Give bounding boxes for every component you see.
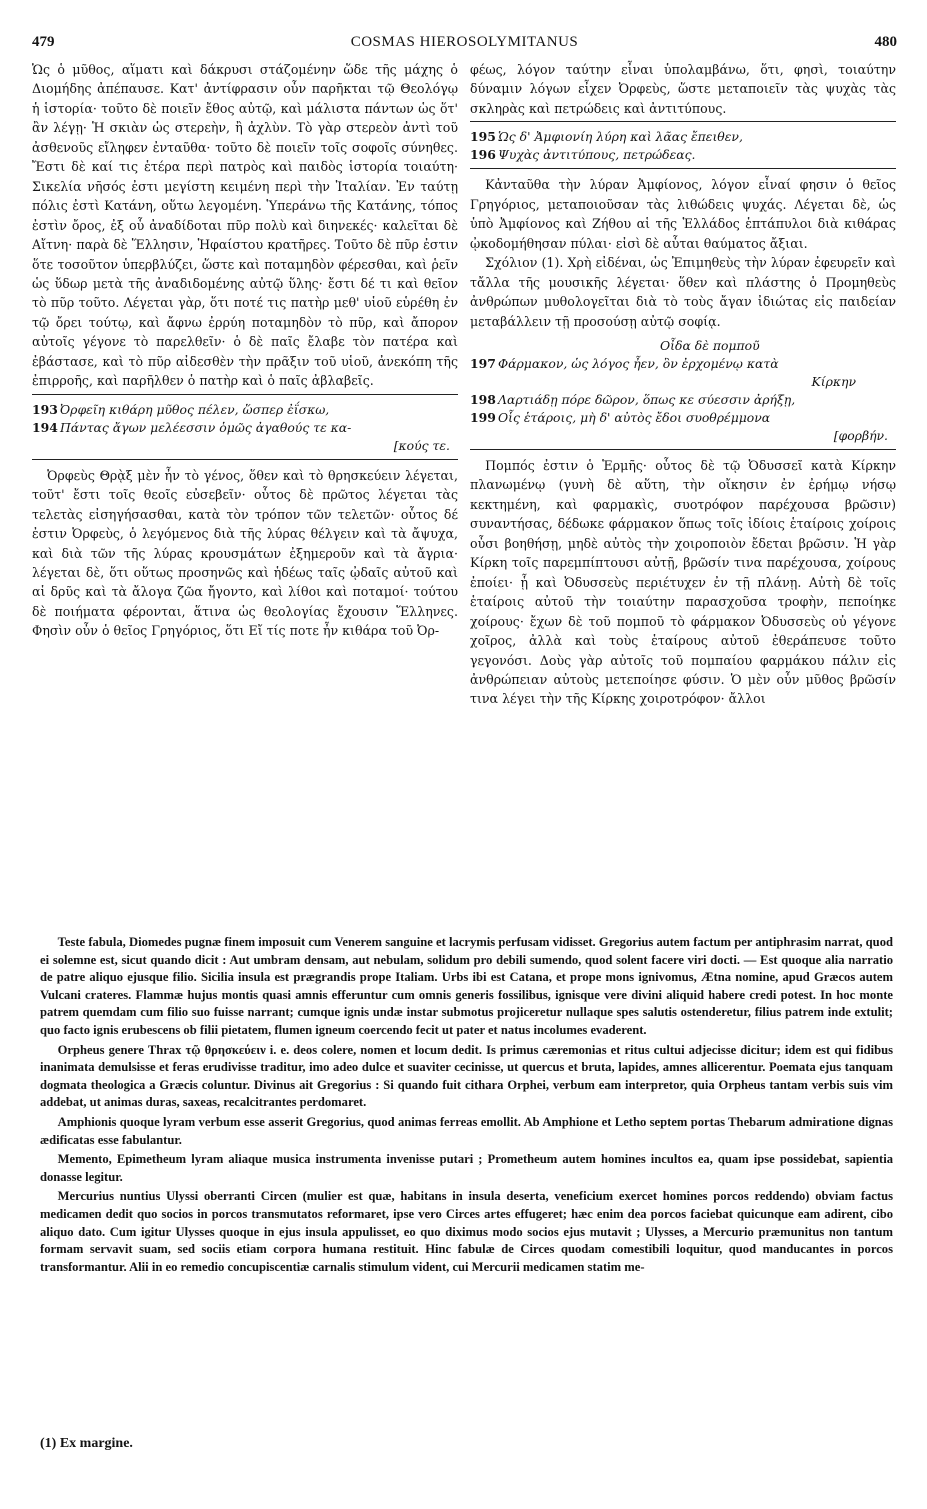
verse-text: Πάντας ἄγων μελέεσσιν ὁμῶς ἀγαθούς τε κα- (60, 419, 352, 435)
verse-continuation: [φορβήν. (833, 427, 888, 443)
verse-block (470, 128, 896, 164)
latin-paragraph: Memento, Epimetheum lyram aliaque musica instrumenta invenisse putari ; Prometheum autem homines incultos ea, quam ipse possidebat, sapientia donasse legitur. (40, 1152, 893, 1184)
latin-paragraph: Amphionis quoque lyram verbum esse asserit Gregorius, quod animas ferreas emollit. Ab Amphione et Letho septem portas Thebarum admiratione dignas ædificatas esse fabulantur. (40, 1114, 893, 1147)
running-header (32, 34, 897, 58)
verse-line (470, 355, 896, 373)
footnote: (1) Ex margine. (40, 1436, 133, 1451)
latin-translation (40, 934, 893, 1278)
verse-text: Οἷς ἑτάροις, μὴ δ' αὐτὸς ἔδοι συοθρέμμονα (498, 409, 771, 425)
divider (32, 459, 458, 460)
verse-line (470, 409, 896, 427)
verse-number: 197 (470, 355, 496, 371)
divider (32, 394, 458, 395)
verse-text: Λαρτιάδῃ πόρε δῶρον, ὅπως κε σύεσσιν ἀρήξῃ, (498, 391, 796, 407)
verse-line (470, 373, 896, 391)
verse-number: 196 (470, 147, 496, 163)
verse-line (32, 419, 458, 437)
right-column (470, 60, 896, 709)
page-number-left: 479 (32, 34, 55, 50)
verse-text: Ὡς δ' Ἀμφιονίη λύρη καὶ λᾶας ἔπειθεν, (498, 129, 743, 145)
verse-number: 193 (32, 401, 58, 417)
greek-paragraph: Πομπός ἐστιν ὁ Ἑρμῆς· οὗτος δὲ τῷ Ὀδυσσεῖ κατὰ Κίρκην πλανωμένῳ (γυνὴ δὲ αὕτη, τὴν οἴκησιν ἐν ἐρήμῳ νήσῳ κεκτημένη, καὶ φαρμακὶς, συοτρόφον παρέχουσα βρῶσιν) συναντήσας, δέδωκε φάρμακον ὅπως τοῖς ἰδίοις ἑταίροις χοίροις οὖσι βοηθήσῃ, μηδὲ αὐτὸς τὴν χοιροποιὸν ἔδεται βρῶσιν. Ἡ γὰρ Κίρκη τοῖς παρεμπίπτουσι αὐτῇ, βρῶσίν τινα παρέχουσα, χοίρους ἐποίει· ᾗ καὶ Ὀδυσσεὺς περιέτυχεν ἐν τῇ πλάνῃ. Αὐτὴ δὲ τοῖς ἑταίροις αὐτοῦ τὴν τοιαύτην παρασχοῦσα τροφὴν, πεποίηκε χοίρους· ἔχων δὲ τοῦ πομποῦ τὸ φάρμακον Ὀδυσσεὺς οὐ γέγονε χοῖρος, ἀλλὰ καὶ τοὺς ἑταίρους αὐτοῦ ἐθεράπευσε τοῦτο γεγονόσι. Δοὺς γὰρ αὐτοῖς τοῦ πομπαίου φαρμάκου πάλιν εἰς ἀνθρώπειαν αὐτοὺς μετεποίησε φύσιν. Ὁ μὲν οὖν μῦθος βρῶσίν τινα λέγει τὴν τῆς Κίρκης χοιροτρόφον· ἄλλοι (470, 457, 896, 707)
scholion-paragraph: Σχόλιον (1). Χρὴ εἰδέναι, ὡς Ἐπιμηθεὺς τὴν λύραν ἐφευρεῖν καὶ τἄλλα τῆς μουσικῆς λέγεται· ὅθεν καὶ πλάστης ὁ Προμηθεὺς ἀνθρώπων μυθολογεῖται διὰ τὸ τοὺς ἄγαν ἰδιώτας εἰς παιδείαν μεταβάλλειν τῇ προσούσῃ αὐτῷ σοφίᾳ. (470, 255, 896, 329)
verse-number: 194 (32, 419, 58, 435)
verse-line (32, 401, 458, 419)
divider (470, 121, 896, 122)
greek-paragraph: φέως, λόγον ταύτην εἶναι ὑπολαμβάνω, ὅτι, φησὶ, τοιαύτην δύναμιν λόγων εἶχεν Ὀρφεὺς, ὥστε μεταποιεῖν τὰς ψυχὰς τὰς σκληρὰς καὶ πετρώδεις καὶ ἀντιτύπους. (470, 62, 896, 116)
greek-paragraph: Ὀρφεὺς Θρᾲξ μὲν ἦν τὸ γένος, ὅθεν καὶ τὸ θρησκεύειν λέγεται, τοῦτ' ἔστι τοῖς θεοῖς εὐσεβεῖν· οὗτος δὲ πρῶτος λέγεται τὰς τελετὰς εἰσηγήσασθαι, κατὰ τὸν τρόπον τῶν τελετῶν· οὗτος δέ ἐστιν Ὀρφεὺς, ὁ λεγόμενος διὰ τῆς λύρας θέλγειν καὶ τὰ ἄψυχα, καὶ διὰ τῶν τῆς λύρας κρουσμάτων ἐξημεροῦν καὶ τὰ ἄγρια· λέγεται δὲ, ὅτι οὕτως προσηνῶς καὶ ἡδέως ταῖς ᾠδαῖς αὐτοῦ καὶ αἱ δρῦς καὶ τὰ ἄλογα ζῶα ἤγοντο, καὶ λίθοι καὶ ποταμοί· τούτου δὲ ποιήματα φέρονται, ἅτινα ὡς θεολογίας ἔχουσιν Ἕλληνες. Φησὶν οὖν ὁ θεῖος Γρηγόριος, ὅτι Εἴ τίς ποτε ἦν κιθάρα τοῦ Ὀρ- (32, 467, 458, 639)
latin-paragraph: Mercurius nuntius Ulyssi oberranti Circen (mulier est quæ, habitans in insula deserta, veneficium exercet homines porcos reddendo) obviam factus medicamen dedit quo socios in porcos transmutatos reformaret, ipse vero Circes artes effugeret; hæc enim dea porcos faciebat quicunque eam adirent, cibo aliquo dato. Cum igitur Ulysses quoque in ejus insula appulisset, eo quo diximus modo socios ejus mutavit ; Ulysses, a Mercurio præmunitus non tantum formam servavit suam, sed sociis etiam corpora humana restituit. Hinc fabulæ de Circes quodam comestibili loquitur, quod manducantes in porcos transformantur. Alii in eo remedio concupiscentiæ carnalis stimulum vident, cui Mercurii medicamen statim me- (40, 1189, 893, 1274)
verse-continuation: [κούς τε. (393, 437, 450, 453)
running-title: COSMAS HIEROSOLYMITANUS (350, 34, 579, 50)
divider (470, 168, 896, 169)
greek-paragraph: Ὡς ὁ μῦθος, αἵματι καὶ δάκρυσι στάζομένην ὥδε τῆς μάχης ὁ Διομήδης ἀπέπαυσε. Κατ' ἀντίφρασιν οὖν παρῆκται τῷ Θεολόγῳ ἡ ἱστορία· τοῦτο δὲ ποιεῖν ἔθος αὐτῷ, καὶ μάλιστα πάντων ὡς ὅτ' ἂν λέγῃ· Ἡ σκιὰν ὡς στερεὴν, ἢ ἀχλὺν. Τὸ γὰρ στερεὸν ἀντὶ τοῦ ἀσθενοῦς εἴληφεν ἐνταῦθα· τοῦτο δὲ ποιεῖν τοῖς σοφοῖς σύνηθες. Ἔστι δὲ καί τις ἑτέρα περὶ πατρὸς καὶ παιδὸς ἱστορία τοιαύτη· Σικελία νῆσός ἐστι μεγίστη κειμένη περὶ τὴν Ἰταλίαν. Ἐν ταύτῃ πόλις ἐστὶ Κατάνη, οὕτω λεγομένη. Ὑπεράνω τῆς Κατάνης, τόπος ἐστὶν ὄρος, ἐξ οὗ ἀναδίδοται πῦρ πολὺ καὶ διηνεκές· καλεῖται δὲ Αἴτνη· παρὰ δὲ Ἕλλησιν, Ἡφαίστου κρατῆρες. Τοῦτο δὲ πῦρ ἐστιν ὅτε τοσοῦτον ὑπερβλύζει, ὥστε καὶ ποταμηδὸν φέρεσθαι, καὶ ῥεῖν ὡς ὕδωρ μετὰ τῆς ἀναδιδομένης αὐτῷ ὕλης· ἔστι δέ τι καὶ θεῖον τὸ πῦρ τοῦτο. Λέγεται γὰρ, ὅτι ποτέ τις πατὴρ μεθ' υἱοῦ εὑρέθη ἐν τῷ ὄρει τούτῳ, καὶ ἄφνω ἐρρύη ποταμηδὸν τὸ πῦρ, καὶ ἄπορον αὐτοῖς γέγονε τὸ παρελθεῖν· ὁ δὲ παῖς ἔλαβε τὸν πατέρα καὶ ἐβάστασε, καὶ τὸ πῦρ αἰδεσθὲν τὴν πρᾶξιν τοῦ υἱοῦ, ἀνεκόπη τῆς ἐπιρροῆς, καὶ παρῆλθεν ὁ πατὴρ καὶ ὁ παῖς ἀβλαβεῖς. (32, 62, 458, 389)
verse-line (470, 128, 896, 146)
verse-number: 195 (470, 129, 496, 145)
verse-line (470, 146, 896, 164)
greek-paragraph: Κἀνταῦθα τὴν λύραν Ἀμφίονος, λόγον εἶναί φησιν ὁ θεῖος Γρηγόριος, μεταποιοῦσαν τὰς λιθώδεις ψυχάς. Λέγεται δὲ, ὡς ὑπὸ Ἀμφίονος καὶ Ζήθου αἱ τῆς Ἑλλάδος ἑπτάπυλοι διὰ κιθάρας ᾠκοδομήθησαν πύλαι· εἰσὶ δὲ αὗται θαύματος ἄξιαι. (470, 177, 896, 251)
verse-text: Κίρκην (811, 373, 856, 389)
verse-text: Φάρμακον, ὡς λόγος ἦεν, ὃν ἐρχομένῳ κατὰ (498, 355, 779, 371)
verse-line (470, 391, 896, 409)
verse-text: Ὀρφεῖη κιθάρη μῦθος πέλεν, ὥσπερ ἐΐσκω, (60, 401, 330, 417)
latin-paragraph: Orpheus genere Thrax τῷ θρησκεύειν i. e. deos colere, nomen et locum dedit. Is primus cæremonias et ritus cultui adjecisse dicitur; idem est qui fidibus inanimata demulsisse et feras erudivisse traditur, imo adeo dulce et suaviter cecinisse, ut quercus et bruta, lapides, amnes allicerentur. Poemata ejus tanquam dogmata theologica a Græcis coluntur. Divinus ait Gregorius : Si quando fuit cithara Orphei, verbum eam interpretor, quia Orpheus tantam verbis suis vim addebat, ut animas duras, saxeas, recalcitrantes perdomaret. (40, 1042, 893, 1110)
page-number-right: 480 (874, 34, 897, 50)
verse-block (32, 401, 458, 455)
left-column (32, 60, 458, 641)
verse-block (470, 337, 896, 445)
verse-number: 199 (470, 409, 496, 425)
verse-text: Ψυχὰς ἀντιτύπους, πετρώδεας. (498, 147, 696, 163)
latin-paragraph: Teste fabula, Diomedes pugnæ finem imposuit cum Venerem sanguine et lacrymis perfusam vidisset. Gregorius autem factum per antiphrasim narrat, quod ei solemne est, sicut quando dicit : Aut umbram densam, aut nebulam, solidum pro debili sumendo, quod solent facere viri docti. — Est quoque alia narratio de patre aliquo ejusque filio. Sicilia insula est prægrandis prope Italiam. Urbs ibi est Catana, et prope mons ignivomus, Ætna nomine, apud Græcos autem Vulcani crateres. Flammæ hujus montis quasi amnis efferuntur cum omnis generis fossilibus, ignisque vere divini aliquid habere credi potest. In hoc monte patrem quemdam cum filio suo fuisse narrant; cumque ignis undæ instar submotus projiceretur nullaque spes salutis ostenderetur, filius patrem inde extulit; quo facto ignis erubescens ob filii pietatem, flumen igneum coercendo fecit ut pater et natus incolumes evaderent. (40, 935, 893, 1037)
verse-number: 198 (470, 391, 496, 407)
verse-preline: Οἶδα δὲ πομποῦ (660, 337, 760, 353)
divider (470, 449, 896, 450)
